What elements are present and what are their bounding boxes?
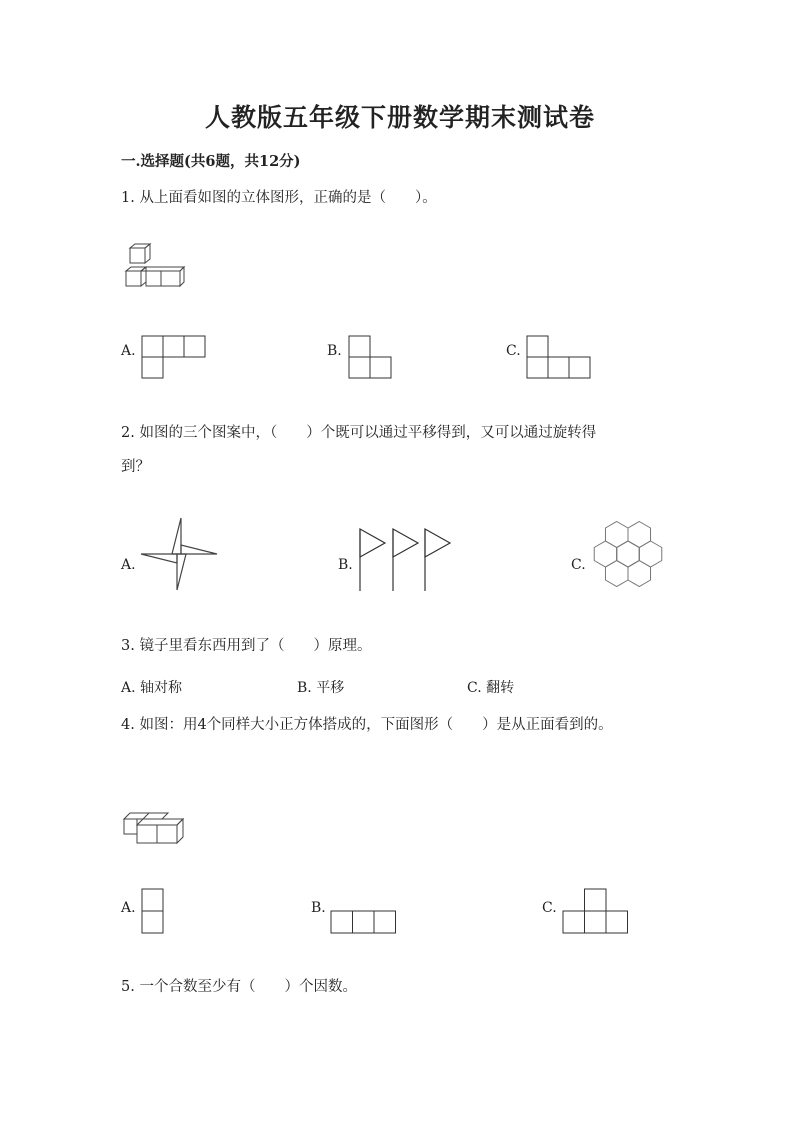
q4-option-a-figure [141, 888, 165, 934]
q2-pinwheel-figure [139, 516, 219, 592]
q2-option-b[interactable]: B. [338, 557, 353, 573]
question-2-text-line-2: 到？ [121, 459, 150, 475]
question-4-text: 4. 如图：用4个同样大小正方体搭成的，下面图形（ ）是从正面看到的。 [121, 717, 613, 733]
hexagon [605, 522, 628, 548]
q4-solid-figure [122, 809, 188, 845]
hexagon [628, 522, 651, 548]
page-title: 人教版五年级下册数学期末测试卷 [204, 103, 595, 132]
q2-option-c[interactable]: C. [571, 557, 586, 573]
q3-option-a[interactable]: A. 轴对称 [121, 680, 183, 696]
section-heading: 一.选择题(共6题，共12分) [121, 153, 301, 170]
q1-option-b-figure [348, 335, 394, 379]
q3-option-b[interactable]: B. 平移 [297, 680, 345, 696]
q1-solid-figure [124, 243, 188, 289]
question-2-text-line-1: 2. 如图的三个图案中，（ ）个既可以通过平移得到，又可以通过旋转得 [121, 425, 597, 441]
q1-option-a-figure [141, 335, 207, 379]
q2-hexagons-figure [588, 514, 668, 594]
hexagon [628, 561, 651, 587]
q1-option-c[interactable]: C. [506, 343, 521, 359]
question-5-text: 5. 一个合数至少有（ ）个因数。 [121, 979, 357, 995]
q1-option-b[interactable]: B. [327, 343, 342, 359]
q1-option-c-figure [526, 335, 594, 379]
hexagon [617, 541, 640, 567]
q2-flags-figure [355, 527, 455, 593]
hexagon [594, 541, 617, 567]
q4-option-c[interactable]: C. [542, 900, 557, 916]
q4-option-c-figure [562, 888, 630, 935]
q1-option-a[interactable]: A. [121, 343, 136, 359]
question-3-text: 3. 镜子里看东西用到了（ ）原理。 [121, 638, 372, 654]
q3-option-c[interactable]: C. 翻转 [467, 680, 515, 696]
hexagon [639, 541, 662, 567]
q4-option-a[interactable]: A. [121, 900, 136, 916]
q2-option-a[interactable]: A. [121, 557, 136, 573]
q4-option-b[interactable]: B. [311, 900, 326, 916]
question-1-text: 1. 从上面看如图的立体图形，正确的是（ ）。 [121, 190, 437, 206]
hexagon [605, 561, 628, 587]
q4-option-b-figure [330, 910, 398, 935]
